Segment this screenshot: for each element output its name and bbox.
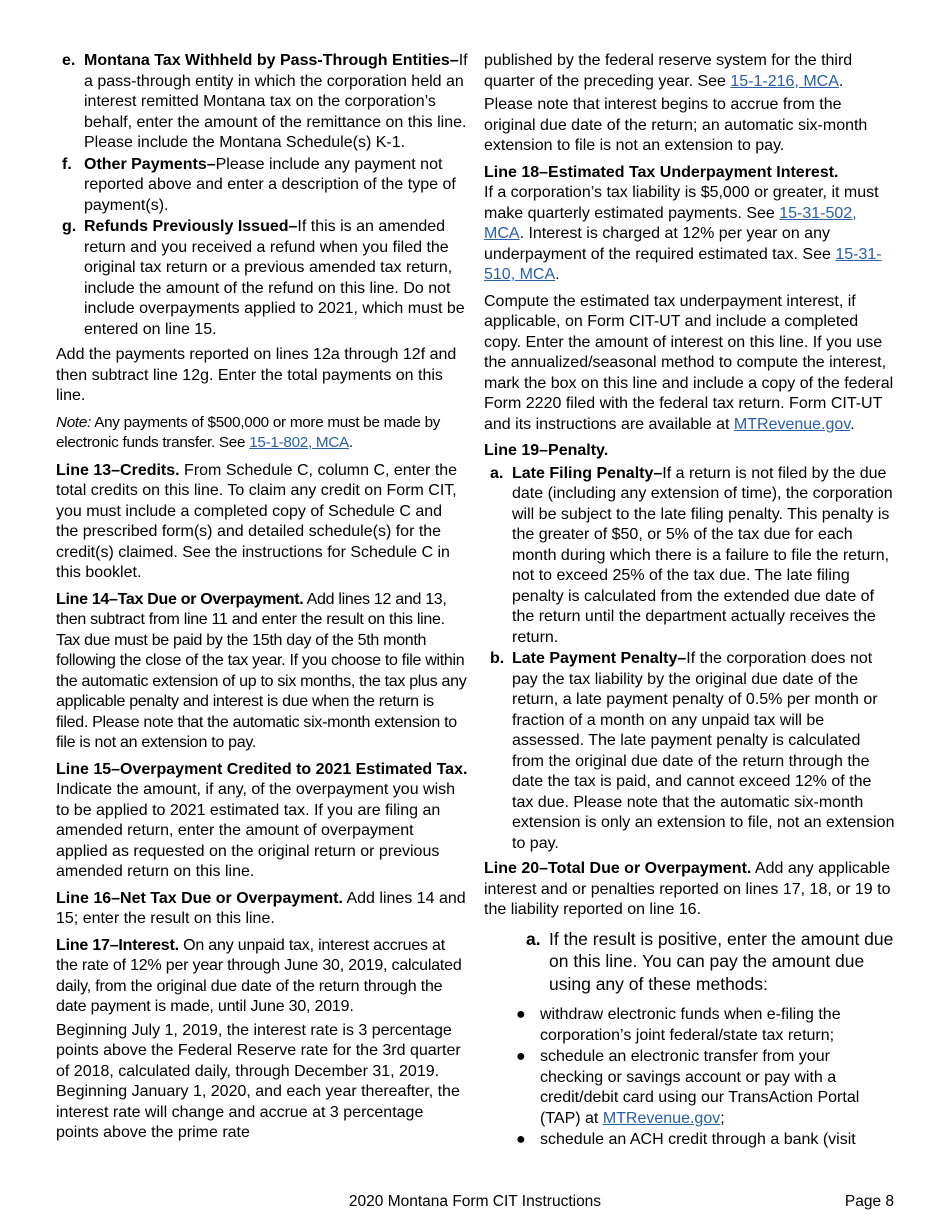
interest-note-paragraph: Please note that interest begins to accrue from the original due date of the return; an automatic six-month extension to file is not an extension to pay.	[484, 96, 868, 154]
line19-heading	[484, 441, 896, 462]
item-title: Refunds Previously Issued–	[84, 218, 298, 235]
note-text: Any payments of $500,000 or more must be made by electronic funds transfer. See	[56, 413, 441, 451]
list-letter: b.	[490, 650, 505, 667]
link-mtrevenue[interactable]: MTRevenue.gov	[733, 415, 851, 433]
list-letter: f.	[62, 155, 72, 173]
item-title: Late Payment Penalty–	[512, 650, 687, 667]
link-15-1-802[interactable]: 15-1-802, MCA	[249, 433, 349, 451]
line19-title: Line 19–Penalty.	[484, 442, 609, 459]
line15-text: Indicate the amount, if any, of the overpayment you wish to be applied to 2021 estimated tax. If you are filing an amended return, enter the amount of overpayment applied as requested on the original return or previous amended return on this line.	[56, 781, 456, 880]
line18-text: If a corporation’s tax liability is $5,000 or greater, it must make quarterly estimated payments. See	[484, 184, 879, 222]
line13-text: From Schedule C, column C, enter the total credits on this line. To claim any credit on Form CIT, you must include a completed copy of Schedule C and the prescribed form(s) and detailed schedule(s) for the credit(s) claimed. See the instructions for Schedule C in this booklet.	[56, 461, 458, 581]
item-text: If a return is not filed by the due date (including any extension of time), the corporation will be subject to the late filing penalty. This penalty is the greater of $50, or 5% of the tax due for each month during which there is a failure to file the return, not to exceed 25% of the tax due. The late filing penalty is calculated from the extended due date of the return until the department actually receives the return.	[512, 464, 893, 646]
sub-a-text: If the result is positive, enter the amount due on this line. You can pay the amount due using any of these methods:	[549, 928, 894, 994]
punctuation: .	[348, 433, 353, 451]
bullet-icon: ●	[516, 1131, 526, 1148]
bullet-item	[484, 1005, 896, 1046]
bullet-icon: ●	[516, 1006, 526, 1023]
line17-title: Line 17–Interest.	[56, 936, 179, 954]
punctuation: .	[850, 415, 855, 433]
line15-paragraph	[56, 760, 468, 883]
compute-paragraph	[484, 292, 896, 436]
bullet-icon: ●	[516, 1048, 526, 1065]
line14-paragraph	[56, 590, 468, 754]
list-item-g	[56, 217, 468, 340]
left-column	[56, 51, 468, 1150]
line16-title: Line 16–Net Tax Due or Overpayment.	[56, 889, 343, 907]
punctuation: ;	[720, 1109, 725, 1127]
punctuation: .	[838, 72, 844, 90]
payments-paragraph: Add the payments reported on lines 12a through 12f and then subtract line 12g. Enter the total payments on this line.	[56, 346, 457, 404]
interest-continued-paragraph	[484, 51, 896, 92]
bullet-text: schedule an electronic transfer from your checking or savings account or pay with a credit/debit card using our TransAction Portal (TAP) at	[540, 1048, 860, 1127]
item-title: Other Payments–	[84, 155, 216, 173]
punctuation: .	[555, 266, 560, 283]
page-number: Page 8	[844, 1193, 894, 1210]
line20-paragraph	[484, 859, 896, 921]
item-text: If the corporation does not pay the tax liability by the original due date of the return, a late payment penalty of 0.5% per month or fraction of a month on any unpaid tax will be assessed. The late payment penalty is calculated from the original due date of the return through the date the tax is paid, and cannot exceed 12% of the tax due. Please note that the automatic six-month extension is only an extension to file, not an extension to pay.	[512, 650, 895, 852]
link-15-31-502[interactable]: 15-31-502, MCA	[484, 204, 857, 242]
line14-text: Add lines 12 and 13, then subtract from line 11 and enter the result on this line. Tax due must be paid by the 15th day of the 5th month following the close of the tax year. If you choose to file within the automatic extension of up to six months, the tax plus any applicable penalty and interest is due when the return is filed. Please note that the automatic six-month extension to file is not an extension to pay.	[56, 590, 467, 751]
item-text: If a pass-through entity in which the corporation held an interest remitted Montana tax on the corporation’s behalf, enter the amount of the remittance on this line. Please include the Montana Schedule(s) K-1.	[84, 52, 468, 151]
line20-text: Add any applicable interest and or penalties reported on lines 17, 18, or 19 to the liability reported on line 16.	[484, 860, 891, 918]
link-15-31-510[interactable]: 15-31-510, MCA	[484, 245, 882, 283]
list-item-f	[56, 155, 468, 217]
line13-paragraph	[56, 461, 468, 584]
note-paragraph	[56, 413, 468, 453]
list-letter: g.	[62, 218, 77, 235]
item-text: If this is an amended return and you received a refund when you filed the original tax return or a previous amended tax return, include the amount of the refund on this line. Do not include overpayments applied to 2021, which must be entered on line 15.	[84, 218, 465, 338]
line14-title: Line 14–Tax Due or Overpayment.	[56, 590, 304, 608]
item-text: Please include any payment not reported above and enter a description of the type of payment(s).	[84, 155, 456, 214]
list-letter: a.	[526, 928, 541, 949]
line18-paragraph	[484, 163, 896, 286]
list-item-b	[484, 649, 896, 854]
bullet-item	[484, 1130, 896, 1151]
line16-text: Add lines 14 and 15; enter the result on this line.	[56, 889, 466, 927]
list-item-a	[484, 464, 896, 649]
item-title: Late Filing Penalty–	[512, 464, 663, 482]
link-mtrevenue[interactable]: MTRevenue.gov	[602, 1109, 721, 1127]
line17-paragraph-2: Beginning July 1, 2019, the interest rate is 3 percentage points above the Federal Reserve rate for the 3rd quarter of 2018, calculated daily, through December 31, 2019. Beginning January 1, 2020, and each year thereafter, the interest rate will change and accrue at 3 percentage points above the prime rate	[56, 1021, 461, 1141]
footer-title: 2020 Montana Form CIT Instructions	[348, 1193, 602, 1210]
bullet-text: withdraw electronic funds when e-filing the corporation’s joint federal/state tax return;	[540, 1006, 841, 1044]
list-item-e	[56, 51, 468, 154]
bullet-text: schedule an ACH credit through a bank (visit	[540, 1131, 856, 1148]
line20-sub-a	[484, 928, 896, 996]
right-column	[484, 51, 896, 1152]
line15-title: Line 15–Overpayment Credited to 2021 Estimated Tax.	[56, 760, 468, 778]
compute-text: Compute the estimated tax underpayment interest, if applicable, on Form CIT-UT and include a completed copy. Enter the amount of interest on this line. If you use the annualized/seasonal method to compute the interest, mark the box on this line and include a copy of the federal Form 2220 filed with the federal tax return. Form CIT-UT and its instructions are available at	[484, 292, 894, 433]
line17-text: On any unpaid tax, interest accrues at the rate of 12% per year through June 30, 2019, calculated daily, from the original due date of the return through the date payment is made, until June 30, 2019.	[56, 936, 462, 1015]
list-letter: e.	[62, 52, 76, 69]
line18-title: Line 18–Estimated Tax Underpayment Interest.	[484, 163, 839, 181]
item-title: Montana Tax Withheld by Pass-Through Entities–	[84, 52, 459, 69]
line18-text-2: . Interest is charged at 12% per year on any underpayment of the required estimated tax. See	[484, 225, 836, 263]
line13-title: Line 13–Credits.	[56, 461, 180, 479]
continued-text: published by the federal reserve system for the third quarter of the preceding year. See	[484, 52, 853, 90]
line17-paragraph	[56, 936, 468, 1018]
line20-title: Line 20–Total Due or Overpayment.	[484, 860, 752, 877]
link-15-1-216[interactable]: 15-1-216, MCA	[730, 72, 839, 90]
list-letter: a.	[490, 464, 504, 482]
bullet-item	[484, 1047, 896, 1129]
line16-paragraph	[56, 889, 468, 930]
note-label: Note:	[56, 413, 92, 431]
